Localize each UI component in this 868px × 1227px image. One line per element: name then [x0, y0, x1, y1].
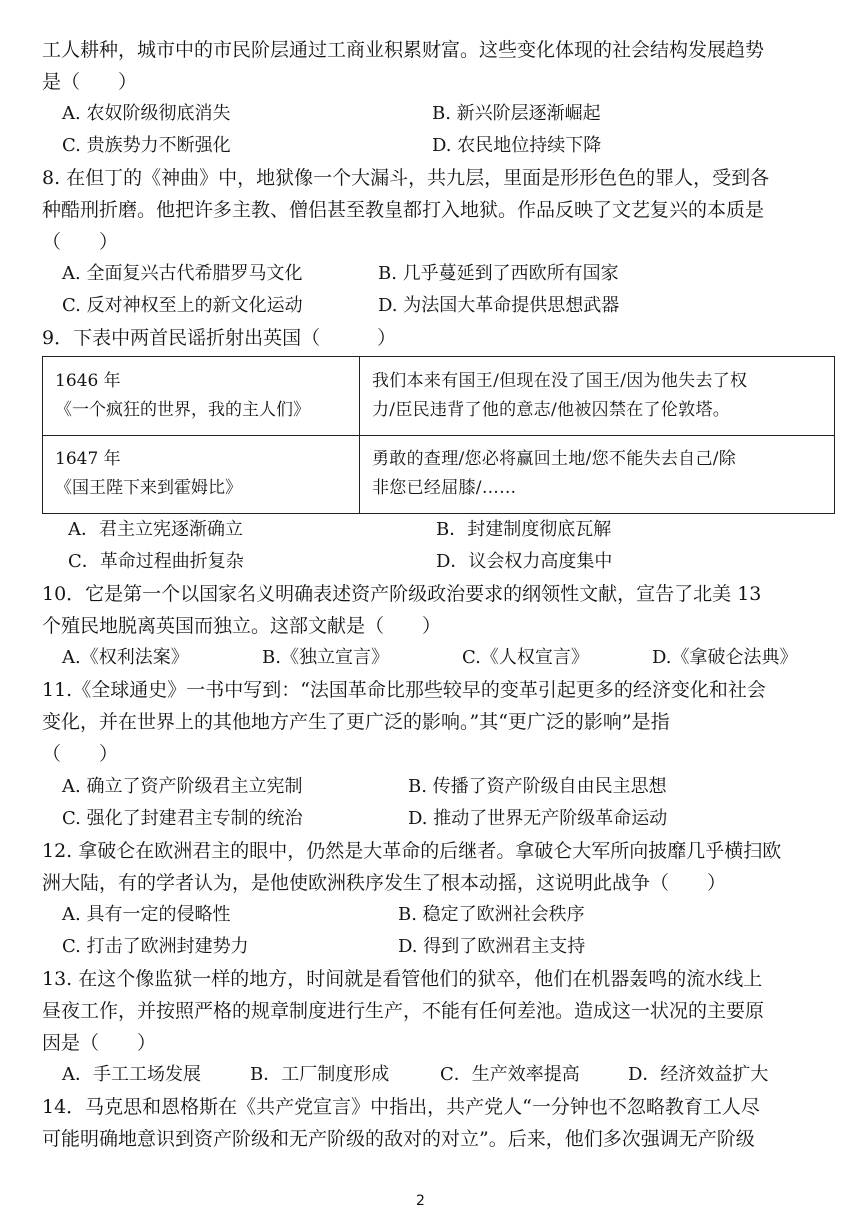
q13-option-b: B．工厂制度形成	[250, 1064, 390, 1085]
table-row	[43, 357, 835, 436]
q12-option-b: B. 稳定了欧洲社会秩序	[398, 904, 585, 925]
ballad-table	[42, 356, 835, 514]
q12-option-d: D. 得到了欧洲君主支持	[398, 936, 586, 957]
q11-stem-line: （ ）	[42, 743, 119, 765]
q7-option-d: D. 农民地位持续下降	[432, 135, 602, 156]
table-row	[43, 435, 835, 514]
q12-stem-line: 12. 拿破仑在欧洲君主的眼中，仍然是大革命的后继者。拿破仑大军所向披靡几乎横扫欧	[42, 840, 782, 862]
q9-stem-line: 9．下表中两首民谣折射出英国（ ）	[42, 327, 397, 349]
q7-stem-line: 是（ ）	[42, 71, 138, 93]
ballad-lyrics-line: 力/臣民违背了他的意志/他被囚禁在了伦敦塔。	[372, 399, 731, 420]
q11-stem-line: 11.《全球通史》一书中写到：“法国革命比那些较早的变革引起更多的经济变化和社会	[42, 679, 766, 701]
q8-stem-line: （ ）	[42, 231, 119, 253]
q12-option-c: C. 打击了欧洲封建势力	[62, 936, 249, 957]
ballad-lyrics-cell	[360, 435, 835, 514]
q11-option-d: D. 推动了世界无产阶级革命运动	[408, 808, 668, 829]
ballad-title: 《一个疯狂的世界，我的主人们》	[55, 399, 310, 420]
q7-stem-line: 工人耕种，城市中的市民阶层通过工商业积累财富。这些变化体现的社会结构发展趋势	[42, 39, 765, 61]
q13-stem-line: 13. 在这个像监狱一样的地方，时间就是看管他们的狱卒，他们在机器轰鸣的流水线上	[42, 968, 763, 990]
q9-option-a: A．君主立宪逐渐确立	[68, 519, 243, 540]
q12-option-a: A. 具有一定的侵略性	[62, 904, 231, 925]
q10-stem-line: 个殖民地脱离英国而独立。这部文献是（ ）	[42, 615, 442, 637]
q7-option-b: B. 新兴阶层逐渐崛起	[432, 103, 601, 124]
q8-option-d: D. 为法国大革命提供思想武器	[378, 295, 620, 316]
q9-option-c: C．革命过程曲折复杂	[68, 551, 244, 572]
q13-stem-line: 昼夜工作，并按照严格的规章制度进行生产，不能有任何差池。造成这一状况的主要原	[42, 1000, 765, 1022]
q7-option-c: C. 贵族势力不断强化	[62, 135, 231, 156]
q9-option-d: D．议会权力高度集中	[436, 551, 613, 572]
ballad-year: 1647 年	[55, 449, 121, 470]
q10-option-c: C.《人权宣言》	[462, 647, 589, 668]
q14-stem-line: 14．马克思和恩格斯在《共产党宣言》中指出，共产党人“一分钟也不忽略教育工人尽	[42, 1096, 760, 1118]
q8-option-b: B. 几乎蔓延到了西欧所有国家	[378, 263, 619, 284]
ballad-title: 《国王陛下来到霍姆比》	[55, 478, 242, 499]
ballad-lyrics-line: 我们本来有国王/但现在没了国王/因为他失去了权	[372, 370, 748, 391]
ballad-source-cell	[43, 357, 360, 436]
q12-stem-line: 洲大陆，有的学者认为，是他使欧洲秩序发生了根本动摇，这说明此战争（ ）	[42, 872, 727, 894]
q10-option-a: A.《权利法案》	[62, 647, 189, 668]
q13-stem-line: 因是（ ）	[42, 1032, 157, 1054]
page-number: 2	[416, 1193, 425, 1209]
q9-option-b: B．封建制度彻底瓦解	[436, 519, 612, 540]
q11-option-b: B. 传播了资产阶级自由民主思想	[408, 776, 667, 797]
q8-option-a: A. 全面复兴古代希腊罗马文化	[62, 263, 303, 284]
q11-option-a: A. 确立了资产阶级君主立宪制	[62, 776, 303, 797]
q8-stem-line: 种酷刑折磨。他把许多主教、僧侣甚至教皇都打入地狱。作品反映了文艺复兴的本质是	[42, 199, 765, 221]
q10-option-d: D.《拿破仑法典》	[652, 647, 798, 668]
q13-option-c: C．生产效率提高	[440, 1064, 580, 1085]
q8-option-c: C. 反对神权至上的新文化运动	[62, 295, 303, 316]
q14-stem-line: 可能明确地意识到资产阶级和无产阶级的敌对的对立”。后来，他们多次强调无产阶级	[42, 1128, 755, 1150]
ballad-lyrics-cell	[360, 357, 835, 436]
q11-option-c: C. 强化了封建君主专制的统治	[62, 808, 303, 829]
q10-stem-line: 10．它是第一个以国家名义明确表述资产阶级政治要求的纲领性文献，宣告了北美 13	[42, 583, 762, 605]
q13-option-a: A．手工工场发展	[62, 1064, 201, 1085]
q11-stem-line: 变化，并在世界上的其他地方产生了更广泛的影响。”其“更广泛的影响”是指	[42, 711, 670, 733]
q8-stem-line: 8. 在但丁的《神曲》中，地狱像一个大漏斗，共九层，里面是形形色色的罪人，受到各	[42, 167, 770, 189]
ballad-lyrics-line: 勇敢的查理/您必将赢回土地/您不能失去自己/除	[372, 449, 737, 470]
q10-option-b: B.《独立宣言》	[262, 647, 389, 668]
ballad-source-cell	[43, 435, 360, 514]
ballad-lyrics-line: 非您已经屈膝/……	[372, 478, 517, 499]
q7-option-a: A. 农奴阶级彻底消失	[62, 103, 231, 124]
ballad-year: 1646 年	[55, 370, 121, 391]
q13-option-d: D．经济效益扩大	[628, 1064, 769, 1085]
